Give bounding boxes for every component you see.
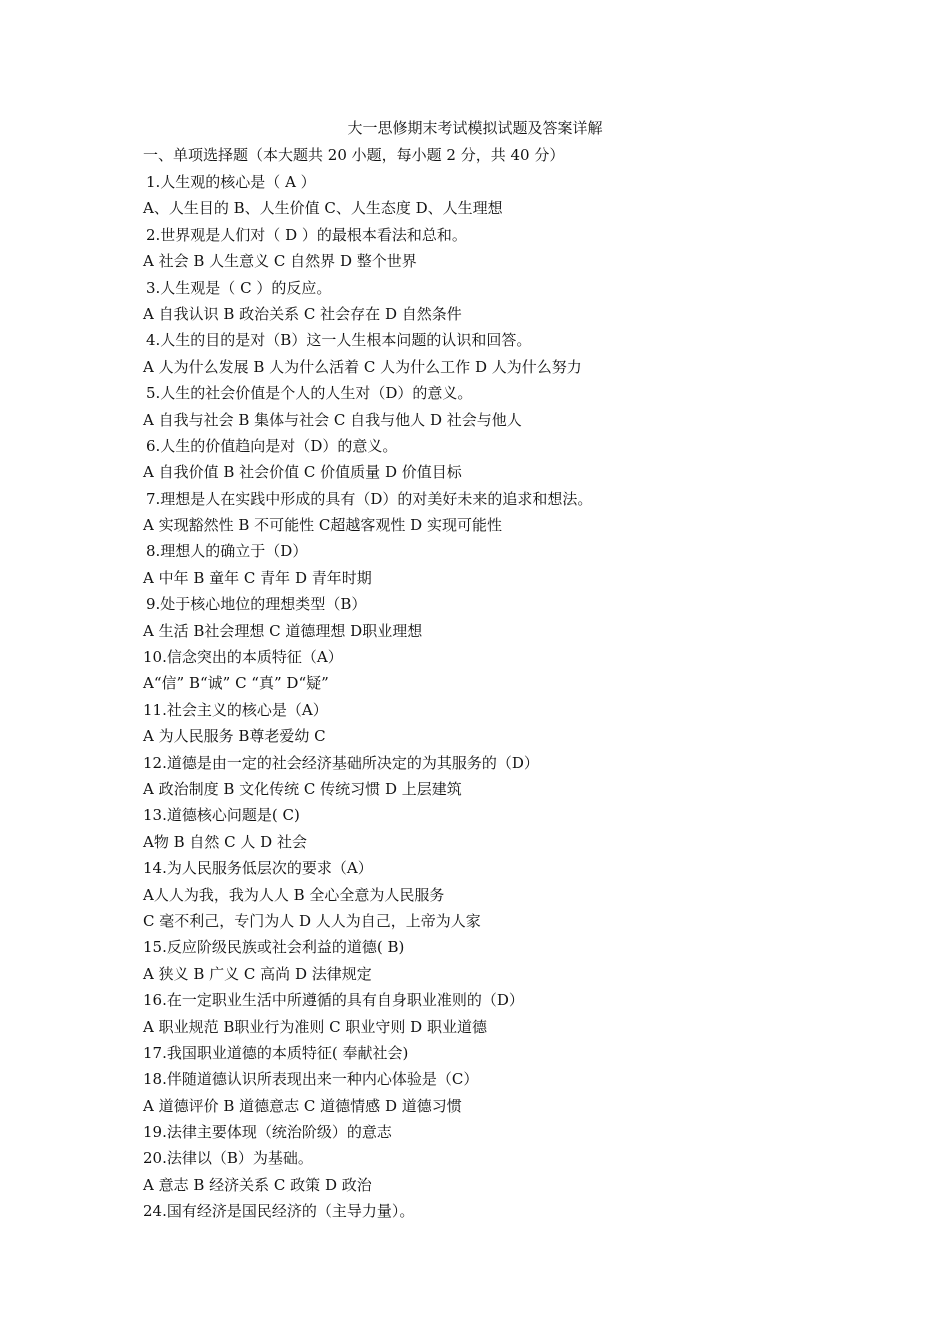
question-line: 7.理想是人在实践中形成的具有（D）的对美好未来的追求和想法。	[146, 489, 593, 508]
text-line: 19.法律主要体现（统治阶级）的意志	[143, 1123, 392, 1142]
text-line: A 社会 B 人生意义 C 自然界 D 整个世界	[143, 252, 417, 271]
question-line: 8.理想人的确立于（D）	[146, 542, 308, 561]
text-line: 14.为人民服务低层次的要求（A）	[143, 859, 373, 878]
question-line: 4.人生的目的是对（B）这一人生根本问题的认识和回答。	[146, 331, 532, 350]
question-list	[143, 172, 843, 1228]
text-line: A 意志 B 经济关系 C 政策 D 政治	[143, 1175, 372, 1194]
text-line: 12.道德是由一定的社会经济基础所决定的为其服务的（D）	[143, 753, 539, 772]
text-line: A 职业规范 B职业行为准则 C 职业守则 D 职业道德	[143, 1017, 487, 1036]
text-line: 15.反应阶级民族或社会利益的道德( B)	[143, 938, 405, 957]
text-line: C 毫不利己，专门为人 D 人人为自己，上帝为人家	[143, 911, 481, 930]
text-line: A 实现豁然性 B 不可能性 C超越客观性 D 实现可能性	[143, 516, 502, 535]
text-line: A 自我与社会 B 集体与社会 C 自我与他人 D 社会与他人	[143, 410, 522, 429]
question-line: 6.人生的价值趋向是对（D）的意义。	[146, 436, 398, 455]
question-line: 3.人生观是（ C ）的反应。	[146, 278, 332, 297]
text-line: A物 B 自然 C 人 D 社会	[143, 832, 307, 851]
text-line: A“信” B“诚” C “真” D“疑”	[143, 674, 329, 693]
text-line: A、人生目的 B、人生价值 C、人生态度 D、人生理想	[143, 199, 503, 218]
text-line: 10.信念突出的本质特征（A）	[143, 648, 343, 667]
text-line: A 道德评价 B 道德意志 C 道德情感 D 道德习惯	[143, 1096, 462, 1115]
text-line: 18.伴随道德认识所表现出来一种内心体验是（C）	[143, 1070, 479, 1089]
text-line: A人人为我，我为人人 B 全心全意为人民服务	[143, 885, 445, 904]
text-line: 16.在一定职业生活中所遵循的具有自身职业准则的（D）	[143, 991, 524, 1010]
section-heading: 一、单项选择题（本大题共 20 小题，每小题 2 分，共 40 分）	[143, 146, 565, 164]
text-line: 24.国有经济是国民经济的（主导力量）。	[143, 1202, 415, 1221]
document-title: 大一思修期末考试模拟试题及答案详解	[347, 119, 603, 137]
text-line: A 为人民服务 B尊老爱幼 C	[143, 727, 326, 746]
text-line: A 狭义 B 广义 C 高尚 D 法律规定	[143, 964, 372, 983]
text-line: A 政治制度 B 文化传统 C 传统习惯 D 上层建筑	[143, 779, 462, 798]
question-line: 5.人生的社会价值是个人的人生对（D）的意义。	[146, 384, 473, 403]
question-line: 9.处于核心地位的理想类型（B）	[146, 595, 367, 614]
question-line: 1.人生观的核心是（ A ）	[146, 173, 316, 191]
text-line: 11.社会主义的核心是（A）	[143, 700, 328, 719]
text-line: A 自我价值 B 社会价值 C 价值质量 D 价值目标	[143, 463, 462, 482]
text-line: A 自我认识 B 政治关系 C 社会存在 D 自然条件	[143, 304, 462, 323]
text-line: A 生活 B社会理想 C 道德理想 D职业理想	[143, 621, 423, 640]
text-line: A 人为什么发展 B 人为什么活着 C 人为什么工作 D 人为什么努力	[143, 357, 582, 376]
text-line: A 中年 B 童年 C 青年 D 青年时期	[143, 568, 372, 587]
text-line: 17.我国职业道德的本质特征( 奉献社会)	[143, 1043, 409, 1062]
text-line: 13.道德核心问题是( C)	[143, 806, 300, 825]
question-line: 2.世界观是人们对（ D ）的最根本看法和总和。	[146, 225, 467, 244]
text-line: 20.法律以（B）为基础。	[143, 1149, 313, 1168]
